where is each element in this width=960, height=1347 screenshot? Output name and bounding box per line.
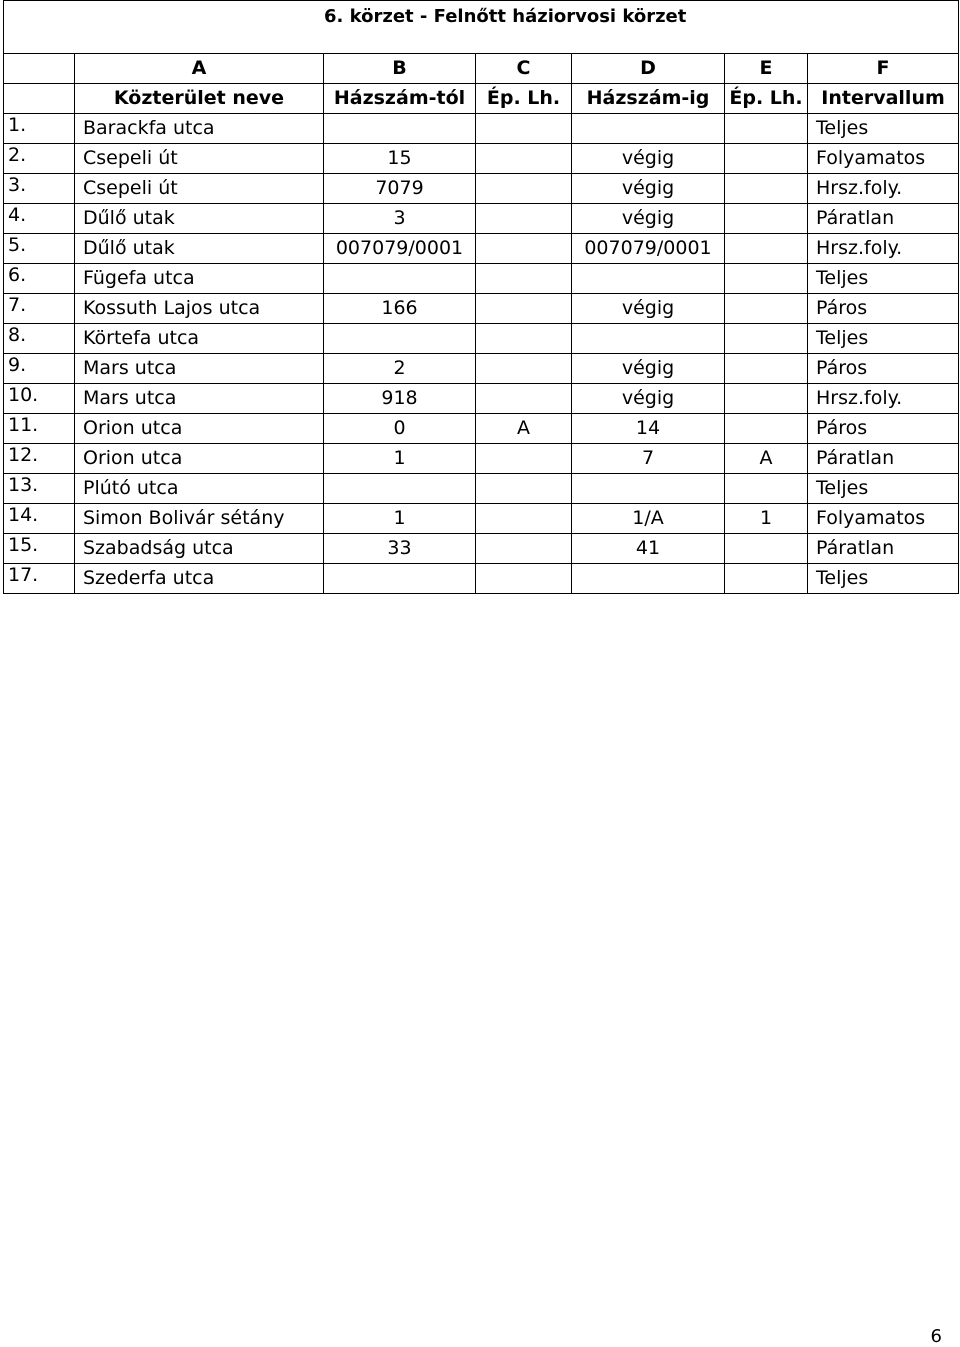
table-row: [4, 324, 959, 354]
table-row: [4, 414, 959, 444]
interval: Folyamatos: [808, 144, 959, 174]
building-from: [476, 384, 572, 414]
house-number-from: 2: [324, 354, 476, 384]
page-number: 6: [930, 1326, 942, 1347]
corner-cell: [4, 84, 75, 114]
building-to: [725, 534, 808, 564]
house-number-to: végig: [572, 174, 725, 204]
row-number: 7.: [4, 294, 75, 324]
row-number: 9.: [4, 354, 75, 384]
house-number-from: 166: [324, 294, 476, 324]
table-row: [4, 174, 959, 204]
table-row: [4, 264, 959, 294]
column-header: Közterület neve: [75, 84, 324, 114]
building-to: [725, 564, 808, 594]
interval: Hrsz.foly.: [808, 384, 959, 414]
table-row: [4, 504, 959, 534]
house-number-from: 0: [324, 414, 476, 444]
house-number-to: 1/A: [572, 504, 725, 534]
column-letter: C: [476, 54, 572, 84]
building-from: [476, 204, 572, 234]
building-from: A: [476, 414, 572, 444]
building-to: [725, 264, 808, 294]
house-number-to: végig: [572, 354, 725, 384]
house-number-to: [572, 264, 725, 294]
page-title: 6. körzet - Felnőtt háziorvosi körzet: [4, 1, 959, 54]
row-number: 13.: [4, 474, 75, 504]
house-number-to: 41: [572, 534, 725, 564]
district-table: [3, 0, 959, 594]
building-to: [725, 384, 808, 414]
building-from: [476, 114, 572, 144]
street-name: Barackfa utca: [75, 114, 324, 144]
building-from: [476, 264, 572, 294]
interval: Hrsz.foly.: [808, 234, 959, 264]
street-name: Mars utca: [75, 354, 324, 384]
table-row: [4, 444, 959, 474]
interval: Teljes: [808, 114, 959, 144]
column-header-row: [4, 84, 959, 114]
house-number-to: [572, 474, 725, 504]
building-from: [476, 564, 572, 594]
row-number: 1.: [4, 114, 75, 144]
street-name: Fügefa utca: [75, 264, 324, 294]
building-to: [725, 114, 808, 144]
building-from: [476, 534, 572, 564]
building-from: [476, 324, 572, 354]
row-number: 15.: [4, 534, 75, 564]
interval: Folyamatos: [808, 504, 959, 534]
row-number: 5.: [4, 234, 75, 264]
house-number-from: [324, 474, 476, 504]
interval: Teljes: [808, 264, 959, 294]
street-name: Plútó utca: [75, 474, 324, 504]
interval: Teljes: [808, 474, 959, 504]
table-row: [4, 354, 959, 384]
column-header: Házszám-ig: [572, 84, 725, 114]
street-name: Mars utca: [75, 384, 324, 414]
house-number-from: 007079/0001: [324, 234, 476, 264]
row-number: 3.: [4, 174, 75, 204]
interval: Teljes: [808, 324, 959, 354]
table-row: [4, 564, 959, 594]
row-number: 8.: [4, 324, 75, 354]
row-number: 4.: [4, 204, 75, 234]
house-number-from: 918: [324, 384, 476, 414]
building-from: [476, 474, 572, 504]
street-name: Körtefa utca: [75, 324, 324, 354]
corner-cell: [4, 54, 75, 84]
title-row: [4, 1, 959, 54]
street-name: Dűlő utak: [75, 204, 324, 234]
house-number-to: [572, 114, 725, 144]
house-number-to: 14: [572, 414, 725, 444]
interval: Páratlan: [808, 444, 959, 474]
street-name: Orion utca: [75, 414, 324, 444]
row-number: 2.: [4, 144, 75, 174]
building-to: [725, 204, 808, 234]
building-from: [476, 234, 572, 264]
building-from: [476, 354, 572, 384]
house-number-from: 1: [324, 444, 476, 474]
table-row: [4, 234, 959, 264]
column-header: Intervallum: [808, 84, 959, 114]
street-name: Simon Bolivár sétány: [75, 504, 324, 534]
interval: Páros: [808, 294, 959, 324]
building-from: [476, 504, 572, 534]
table-row: [4, 144, 959, 174]
interval: Hrsz.foly.: [808, 174, 959, 204]
street-name: Csepeli út: [75, 144, 324, 174]
street-name: Szabadság utca: [75, 534, 324, 564]
column-letter: E: [725, 54, 808, 84]
interval: Teljes: [808, 564, 959, 594]
building-to: [725, 294, 808, 324]
house-number-to: 7: [572, 444, 725, 474]
table-row: [4, 534, 959, 564]
column-letter: D: [572, 54, 725, 84]
table-row: [4, 384, 959, 414]
house-number-to: végig: [572, 204, 725, 234]
house-number-from: 3: [324, 204, 476, 234]
column-header: Házszám-tól: [324, 84, 476, 114]
house-number-to: végig: [572, 384, 725, 414]
row-number: 17.: [4, 564, 75, 594]
house-number-to: végig: [572, 294, 725, 324]
building-to: [725, 174, 808, 204]
table-row: [4, 204, 959, 234]
building-to: [725, 144, 808, 174]
building-to: 1: [725, 504, 808, 534]
interval: Páratlan: [808, 534, 959, 564]
house-number-from: [324, 324, 476, 354]
interval: Páratlan: [808, 204, 959, 234]
building-to: A: [725, 444, 808, 474]
row-number: 12.: [4, 444, 75, 474]
house-number-from: 7079: [324, 174, 476, 204]
row-number: 6.: [4, 264, 75, 294]
table-row: [4, 294, 959, 324]
building-from: [476, 174, 572, 204]
house-number-from: [324, 264, 476, 294]
row-number: 11.: [4, 414, 75, 444]
building-to: [725, 414, 808, 444]
column-header: Ép. Lh.: [725, 84, 808, 114]
street-name: Orion utca: [75, 444, 324, 474]
table-row: [4, 474, 959, 504]
street-name: Csepeli út: [75, 174, 324, 204]
building-to: [725, 474, 808, 504]
interval: Páros: [808, 414, 959, 444]
building-to: [725, 354, 808, 384]
house-number-to: [572, 564, 725, 594]
table-row: [4, 114, 959, 144]
column-letter: B: [324, 54, 476, 84]
building-to: [725, 324, 808, 354]
building-to: [725, 234, 808, 264]
street-name: Dűlő utak: [75, 234, 324, 264]
house-number-from: 15: [324, 144, 476, 174]
street-name: Szederfa utca: [75, 564, 324, 594]
building-from: [476, 144, 572, 174]
building-from: [476, 444, 572, 474]
row-number: 10.: [4, 384, 75, 414]
house-number-from: [324, 564, 476, 594]
column-letter-row: [4, 54, 959, 84]
house-number-from: [324, 114, 476, 144]
house-number-from: 1: [324, 504, 476, 534]
house-number-to: 007079/0001: [572, 234, 725, 264]
street-name: Kossuth Lajos utca: [75, 294, 324, 324]
column-header: Ép. Lh.: [476, 84, 572, 114]
house-number-to: végig: [572, 144, 725, 174]
house-number-from: 33: [324, 534, 476, 564]
column-letter: F: [808, 54, 959, 84]
interval: Páros: [808, 354, 959, 384]
building-from: [476, 294, 572, 324]
column-letter: A: [75, 54, 324, 84]
house-number-to: [572, 324, 725, 354]
row-number: 14.: [4, 504, 75, 534]
